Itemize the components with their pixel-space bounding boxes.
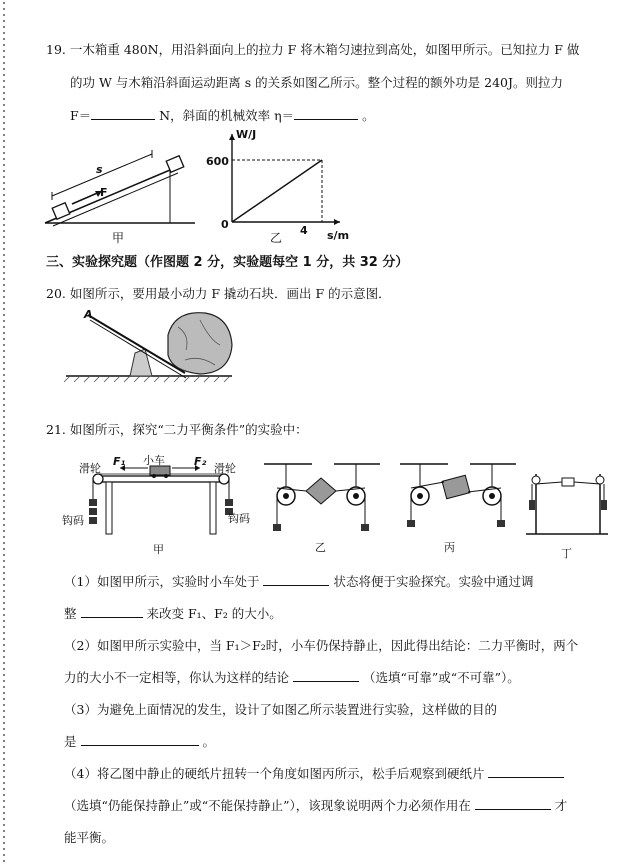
graph-x-tick: 4 [300, 224, 308, 237]
incline-figure [40, 150, 200, 230]
q19-period: 。 [362, 108, 375, 123]
graph-y-label: W/J [236, 128, 257, 141]
caption-yi-21: 乙 [315, 541, 326, 554]
q21-p1-blank-state[interactable] [263, 573, 329, 586]
q21-p1-text-a: （1）如图甲所示，实验时小车处于 [64, 574, 260, 589]
cart-label: 小车 [143, 454, 165, 467]
q21-p2-text-c: （选填“可靠”或“不可靠”）。 [362, 670, 520, 685]
caption-yi-19: 乙 [270, 231, 283, 245]
q21-p4-text-c: 才 [554, 798, 568, 813]
caption-bing-21: 丙 [444, 541, 455, 554]
weights-right-label: 钩码 [228, 512, 250, 525]
q21-p1-text-d: 来改变 F₁、F₂ 的大小。 [146, 606, 282, 621]
graph-series-line [232, 160, 322, 222]
card-balance-figure-ding [522, 460, 612, 540]
graph-y-tick: 600 [206, 155, 229, 168]
q21-p1-line1 [64, 572, 533, 590]
q21-p4-line1 [64, 764, 564, 782]
pulley-left-label: 滑轮 [79, 462, 101, 475]
incline-f-label: F [100, 186, 108, 199]
q19-line1: 19. 一木箱重 480N，用沿斜面向上的拉力 F 将木箱匀速拉到高处，如图甲所示。已知拉力 F 做 [46, 42, 580, 57]
caption-jia-21: 甲 [153, 543, 164, 556]
section-3-heading: 三、实验探究题（作图题 2 分，实验题每空 1 分，共 32 分） [46, 255, 409, 270]
lever-point-a: A [84, 308, 93, 321]
q19-efficiency-blank[interactable] [294, 107, 358, 120]
work-distance-graph[interactable] [210, 130, 360, 240]
caption-ding-21: 丁 [561, 547, 572, 560]
graph-x-label: s/m [327, 229, 350, 242]
pulley-right-label: 滑轮 [214, 462, 236, 475]
q21-p4-blank-condition[interactable] [475, 797, 551, 810]
q21-p4-line2 [64, 796, 567, 814]
q21-p4-line3: 能平衡。 [64, 830, 115, 845]
q21-p4-text-a: （4）将乙图中静止的硬纸片扭转一个角度如图丙所示，松手后观察到硬纸片 [64, 766, 485, 781]
weights-left-label: 钩码 [62, 514, 84, 527]
q19-f-label: F＝ [70, 108, 92, 123]
q21-p2-text-b: 力的大小不一定相等，你认为这样的结论 [64, 670, 290, 685]
graph-origin-label: 0 [221, 218, 229, 231]
q21-p4-blank-observe[interactable] [488, 765, 564, 778]
q21-p2-line1: （2）如图甲所示实验中，当 F₁＞F₂时，小车仍保持静止，因此得出结论：二力平衡时，两个 [64, 638, 579, 653]
q21-p3-line2 [64, 732, 215, 750]
q21-p3-text-b: 是 [64, 734, 77, 749]
q21-p3-line1: （3）为避免上面情况的发生，设计了如图乙所示装置进行实验，这样做的目的 [64, 702, 497, 717]
card-balance-figure-bing [398, 458, 518, 538]
card-balance-figure-yi [262, 458, 382, 538]
q19-line2: 的功 W 与木箱沿斜面运动距离 s 的关系如图乙所示。整个过程的额外功是 240J。则拉力 [70, 75, 564, 90]
q21-p2-line2 [64, 668, 520, 686]
q21-p2-blank[interactable] [293, 669, 359, 682]
incline-s-label: s [96, 163, 103, 176]
q21-p1-blank-adjust[interactable] [81, 605, 143, 618]
graph-x-arrow [334, 219, 340, 225]
q21-intro: 21. 如图所示，探究“二力平衡条件”的实验中： [46, 422, 308, 437]
force-f2-label: F₂ [194, 455, 207, 468]
caption-jia-19: 甲 [112, 231, 125, 245]
q21-p1-text-c: 整 [64, 606, 77, 621]
q21-p3-text-c: 。 [202, 734, 215, 749]
q21-p4-text-b: （选填“仍能保持静止”或“不能保持静止”），该现象说明两个力必须作用在 [64, 798, 471, 813]
q20-text: 20. 如图所示，要用最小动力 F 撬动石块．画出 F 的示意图． [46, 286, 391, 301]
q21-p3-blank[interactable] [81, 733, 199, 746]
q21-p1-line2 [64, 604, 282, 622]
binding-margin-dots [3, 0, 5, 865]
force-f1-label: F₁ [113, 455, 126, 468]
q19-line3 [70, 106, 375, 124]
q19-efficiency-label: N，斜面的机械效率 η＝ [159, 108, 295, 123]
graph-y-arrow [229, 134, 235, 140]
q21-p1-text-b: 状态将便于实验探究。实验中通过调 [333, 574, 534, 589]
q19-force-blank[interactable] [91, 107, 155, 120]
